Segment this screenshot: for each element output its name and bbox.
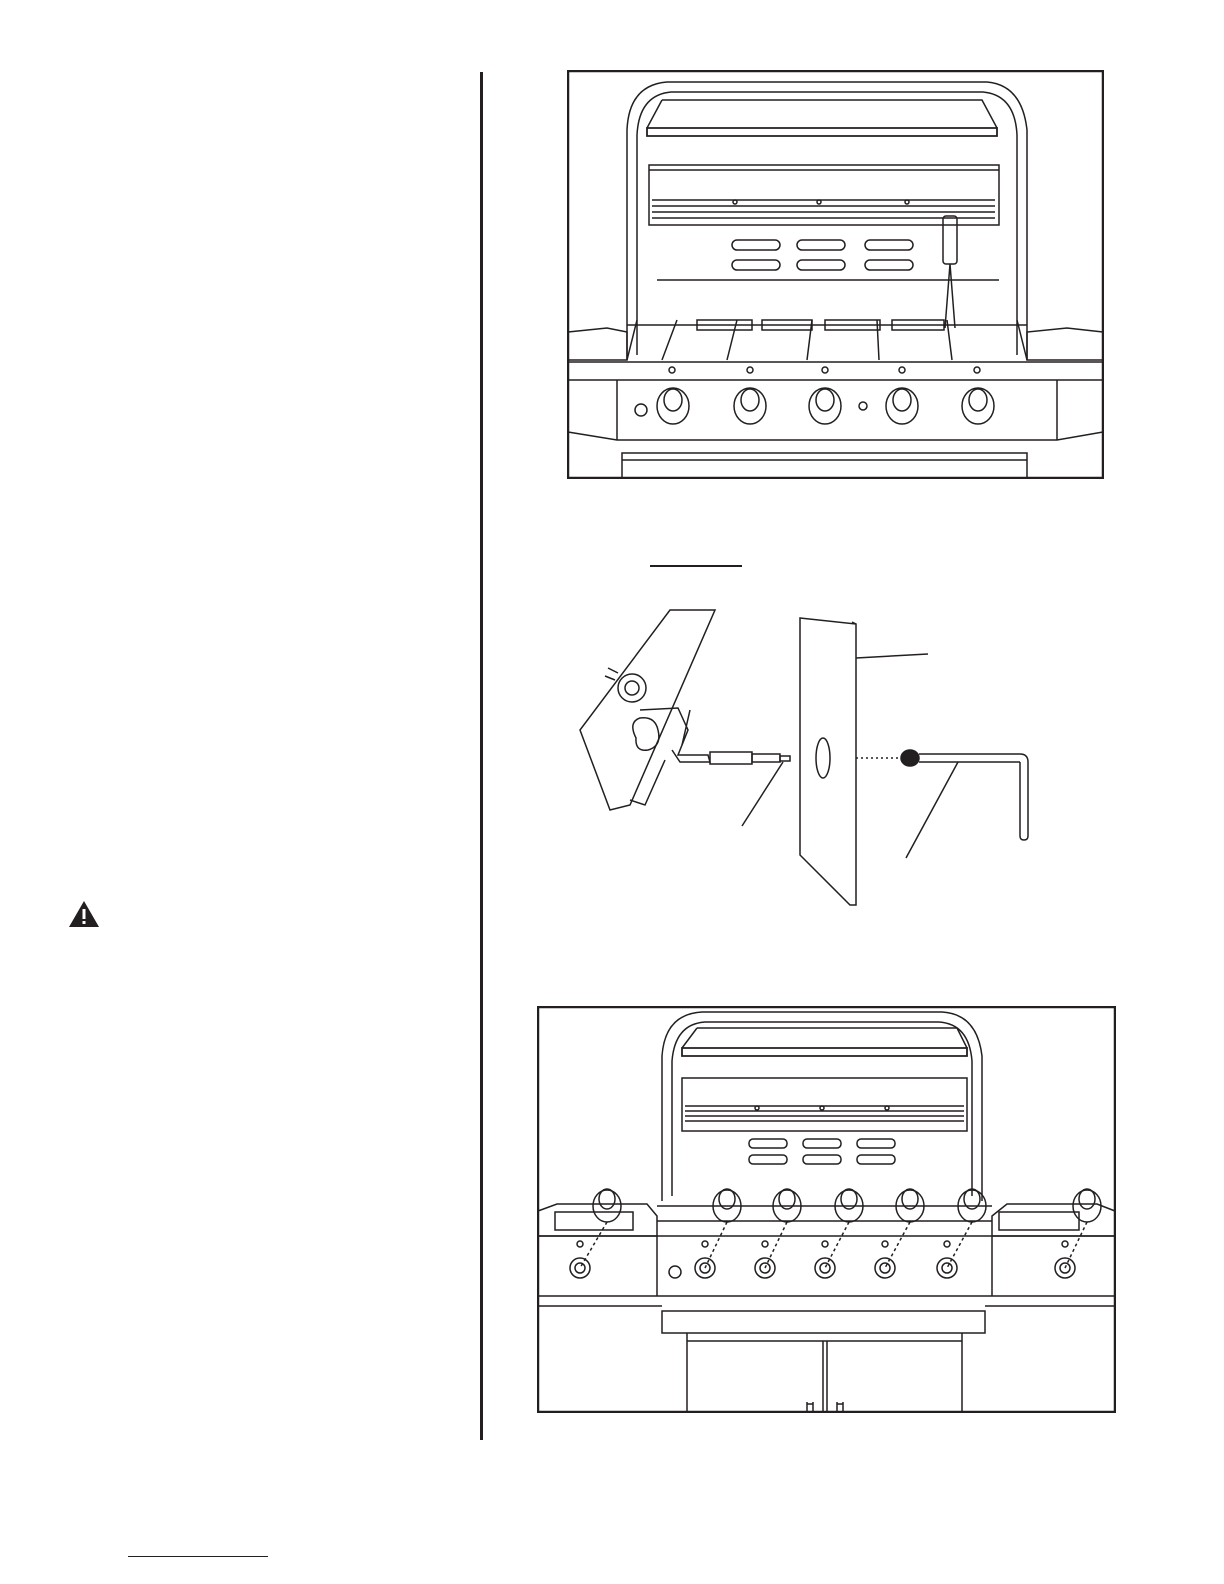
grill-knobs-figure (537, 1006, 1116, 1413)
footer-rule (128, 1556, 268, 1557)
warning-triangle-icon (68, 900, 100, 928)
grill-top-figure (567, 70, 1104, 479)
column-divider (480, 72, 483, 1440)
underline-rule (650, 565, 742, 567)
igniter-detail-figure (570, 600, 1040, 910)
